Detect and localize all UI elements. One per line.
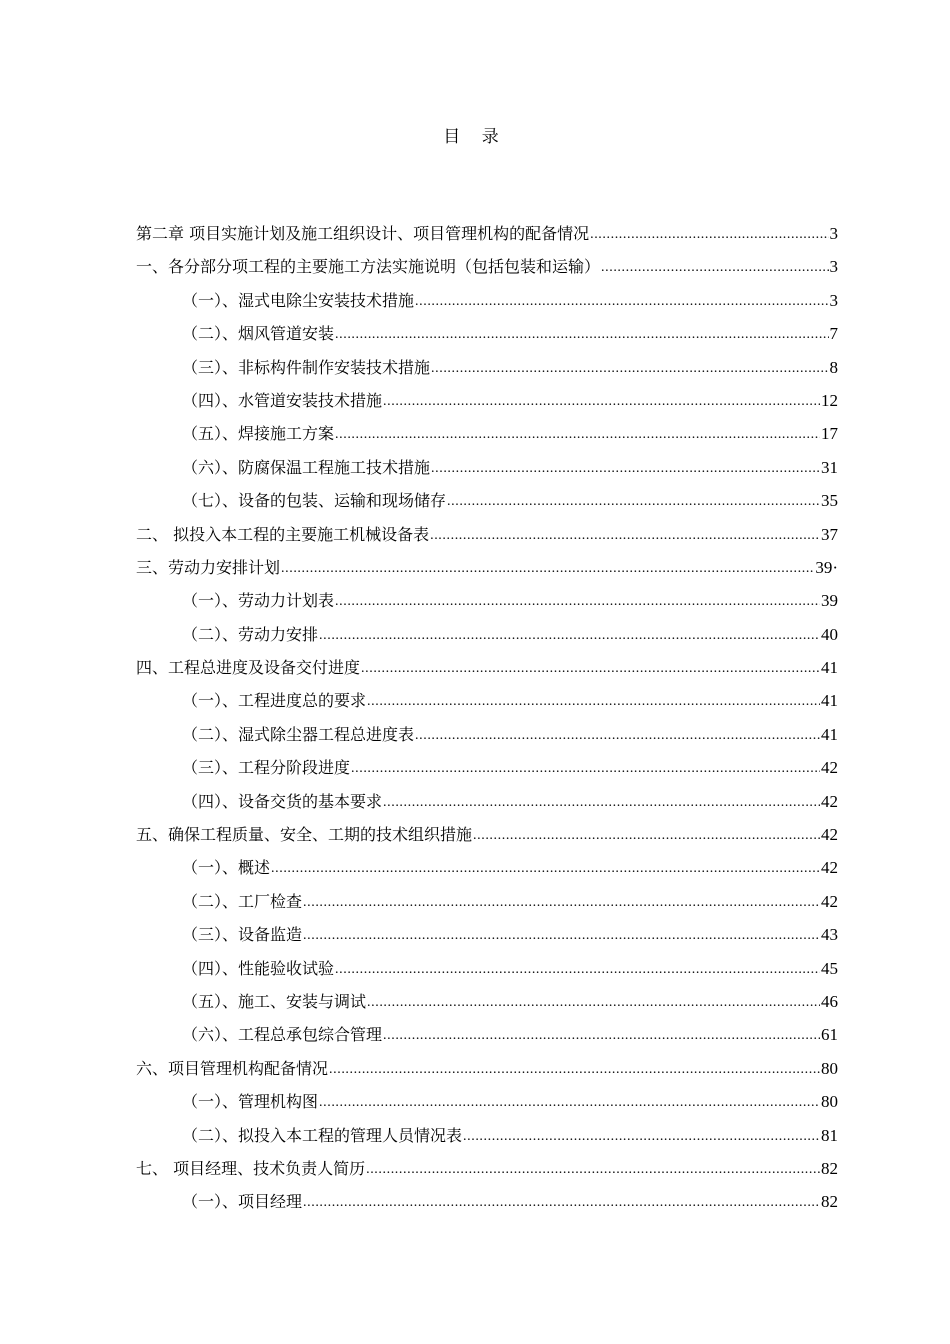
toc-entry[interactable] [136, 653, 838, 686]
toc-entry-label: （二）、劳动力安排 [182, 624, 319, 644]
toc-entry[interactable] [136, 586, 838, 619]
toc-dot-leader [367, 988, 820, 1018]
toc-entry[interactable] [136, 1054, 838, 1087]
toc-entry-label: 四、工程总进度及设备交付进度 [136, 658, 361, 678]
toc-entry-page-number: 3 [829, 290, 838, 310]
toc-entry-page-number: 17 [821, 424, 838, 444]
toc-dot-leader [335, 420, 820, 450]
toc-dot-leader [303, 921, 820, 951]
toc-entry-page-number: 41 [821, 658, 838, 678]
toc-entry[interactable] [136, 553, 838, 586]
toc-dot-leader [601, 253, 828, 283]
toc-entry-label: （二）、烟风管道安装 [182, 324, 335, 344]
toc-entry-page-number: 7 [829, 324, 838, 344]
toc-dot-leader [319, 621, 820, 651]
toc-entry-label: （二）、拟投入本工程的管理人员情况表 [182, 1125, 463, 1145]
toc-entry-label: 六、项目管理机构配备情况 [136, 1058, 329, 1078]
toc-dot-leader [271, 854, 820, 884]
toc-dot-leader [335, 955, 820, 985]
toc-entry-page-number: 39 [821, 591, 838, 611]
toc-dot-leader [366, 1155, 820, 1185]
toc-entry-label: 七、 项目经理、技术负责人简历 [136, 1158, 366, 1178]
toc-entry[interactable] [136, 1121, 838, 1154]
toc-entry-page-number: 42 [821, 858, 838, 878]
toc-entry-label: （一）、项目经理 [182, 1192, 303, 1212]
toc-entry-page-number: 40 [821, 624, 838, 644]
toc-entry[interactable] [136, 853, 838, 886]
toc-entry[interactable] [136, 453, 838, 486]
toc-entry-label: （一）、工程进度总的要求 [182, 691, 367, 711]
toc-entry-label: 五、确保工程质量、安全、工期的技术组织措施 [136, 825, 473, 845]
toc-dot-leader [431, 454, 820, 484]
toc-entry[interactable] [136, 820, 838, 853]
toc-entry-page-number: 3 [829, 224, 838, 243]
toc-entry[interactable] [136, 219, 838, 252]
toc-entry-label: （四）、水管道安装技术措施 [182, 390, 383, 410]
toc-entry-label: （一）、湿式电除尘安装技术措施 [182, 290, 415, 310]
toc-dot-leader [303, 888, 820, 918]
toc-entry-label: （一）、概述 [182, 858, 271, 878]
toc-entry-page-number: 82 [821, 1192, 838, 1212]
page-title: 目 录 [443, 127, 507, 147]
toc-entry[interactable] [136, 787, 838, 820]
toc-entry-page-number: 41 [821, 691, 838, 711]
toc-dot-leader [473, 821, 820, 851]
toc-dot-leader [367, 687, 820, 717]
toc-entry[interactable] [136, 520, 838, 553]
toc-entry-page-number: 61 [821, 1025, 838, 1045]
toc-entry[interactable] [136, 1187, 838, 1220]
toc-entry-page-number: 42 [821, 758, 838, 778]
toc-entry-label: （一）、管理机构图 [182, 1092, 319, 1112]
table-of-contents [136, 219, 838, 1221]
toc-dot-leader [590, 220, 828, 250]
toc-entry-label: 第二章 项目实施计划及施工组织设计、项目管理机构的配备情况 [136, 224, 590, 243]
toc-dot-leader [431, 354, 828, 384]
toc-entry-label: （五）、焊接施工方案 [182, 424, 335, 444]
toc-dot-leader [447, 487, 820, 517]
toc-dot-leader [383, 1021, 820, 1051]
toc-entry-page-number: 39· [815, 557, 838, 577]
toc-dot-leader [463, 1122, 820, 1152]
toc-entry[interactable] [136, 1020, 838, 1053]
toc-entry[interactable] [136, 1154, 838, 1187]
toc-dot-leader [383, 387, 820, 417]
toc-entry-label: （二）、工厂检查 [182, 891, 303, 911]
toc-entry-label: （三）、设备监造 [182, 925, 303, 945]
toc-entry-page-number: 46 [821, 991, 838, 1011]
toc-entry-page-number: 42 [821, 891, 838, 911]
toc-dot-leader [430, 521, 820, 551]
toc-entry-label: 一、各分部分项工程的主要施工方法实施说明（包括包装和运输） [136, 257, 601, 277]
toc-entry-label: （一）、劳动力计划表 [182, 591, 335, 611]
toc-entry-page-number: 37 [821, 524, 838, 544]
toc-entry[interactable] [136, 419, 838, 452]
toc-entry-page-number: 80 [821, 1058, 838, 1078]
toc-dot-leader [361, 654, 820, 684]
toc-entry[interactable] [136, 753, 838, 786]
toc-entry-label: （五）、施工、安装与调试 [182, 991, 367, 1011]
toc-entry-page-number: 42 [821, 791, 838, 811]
toc-entry[interactable] [136, 887, 838, 920]
toc-entry[interactable] [136, 920, 838, 953]
toc-entry-label: （四）、设备交货的基本要求 [182, 791, 383, 811]
toc-entry-label: （七）、设备的包装、运输和现场储存 [182, 491, 447, 511]
toc-entry-label: 二、 拟投入本工程的主要施工机械设备表 [136, 524, 430, 544]
toc-entry-page-number: 12 [821, 390, 838, 410]
toc-entry-page-number: 80 [821, 1092, 838, 1112]
toc-entry-label: （二）、湿式除尘器工程总进度表 [182, 724, 415, 744]
toc-dot-leader [415, 287, 828, 317]
toc-dot-leader [329, 1055, 820, 1085]
toc-entry[interactable] [136, 720, 838, 753]
toc-entry-page-number: 31 [821, 457, 838, 477]
toc-dot-leader [351, 754, 820, 784]
toc-entry[interactable] [136, 1087, 838, 1120]
toc-entry[interactable] [136, 686, 838, 719]
toc-dot-leader [383, 788, 820, 818]
toc-entry[interactable] [136, 353, 838, 386]
toc-entry-page-number: 81 [821, 1125, 838, 1145]
toc-entry-page-number: 45 [821, 958, 838, 978]
toc-entry-label: （六）、工程总承包综合管理 [182, 1025, 383, 1045]
toc-entry-page-number: 3 [829, 257, 838, 277]
toc-entry[interactable] [136, 987, 838, 1020]
toc-dot-leader [415, 721, 820, 751]
toc-entry-label: （六）、防腐保温工程施工技术措施 [182, 457, 431, 477]
toc-entry-page-number: 42 [821, 825, 838, 845]
toc-dot-leader [303, 1188, 820, 1218]
toc-entry-page-number: 35 [821, 491, 838, 511]
toc-entry[interactable] [136, 286, 838, 319]
toc-entry-label: （四）、性能验收试验 [182, 958, 335, 978]
toc-entry[interactable] [136, 319, 838, 352]
toc-dot-leader [335, 320, 828, 350]
toc-entry[interactable] [136, 252, 838, 285]
toc-entry-page-number: 41 [821, 724, 838, 744]
toc-entry-label: （三）、工程分阶段进度 [182, 758, 351, 778]
toc-entry-label: （三）、非标构件制作安装技术措施 [182, 357, 431, 377]
toc-dot-leader [335, 587, 820, 617]
toc-entry-page-number: 82 [821, 1158, 838, 1178]
toc-dot-leader [281, 554, 814, 584]
toc-entry-label: 三、劳动力安排计划 [136, 557, 281, 577]
toc-entry-page-number: 8 [829, 357, 838, 377]
toc-entry[interactable] [136, 954, 838, 987]
toc-entry[interactable] [136, 620, 838, 653]
toc-dot-leader [319, 1088, 820, 1118]
toc-entry[interactable] [136, 486, 838, 519]
toc-entry-page-number: 43 [821, 925, 838, 945]
toc-entry[interactable] [136, 386, 838, 419]
